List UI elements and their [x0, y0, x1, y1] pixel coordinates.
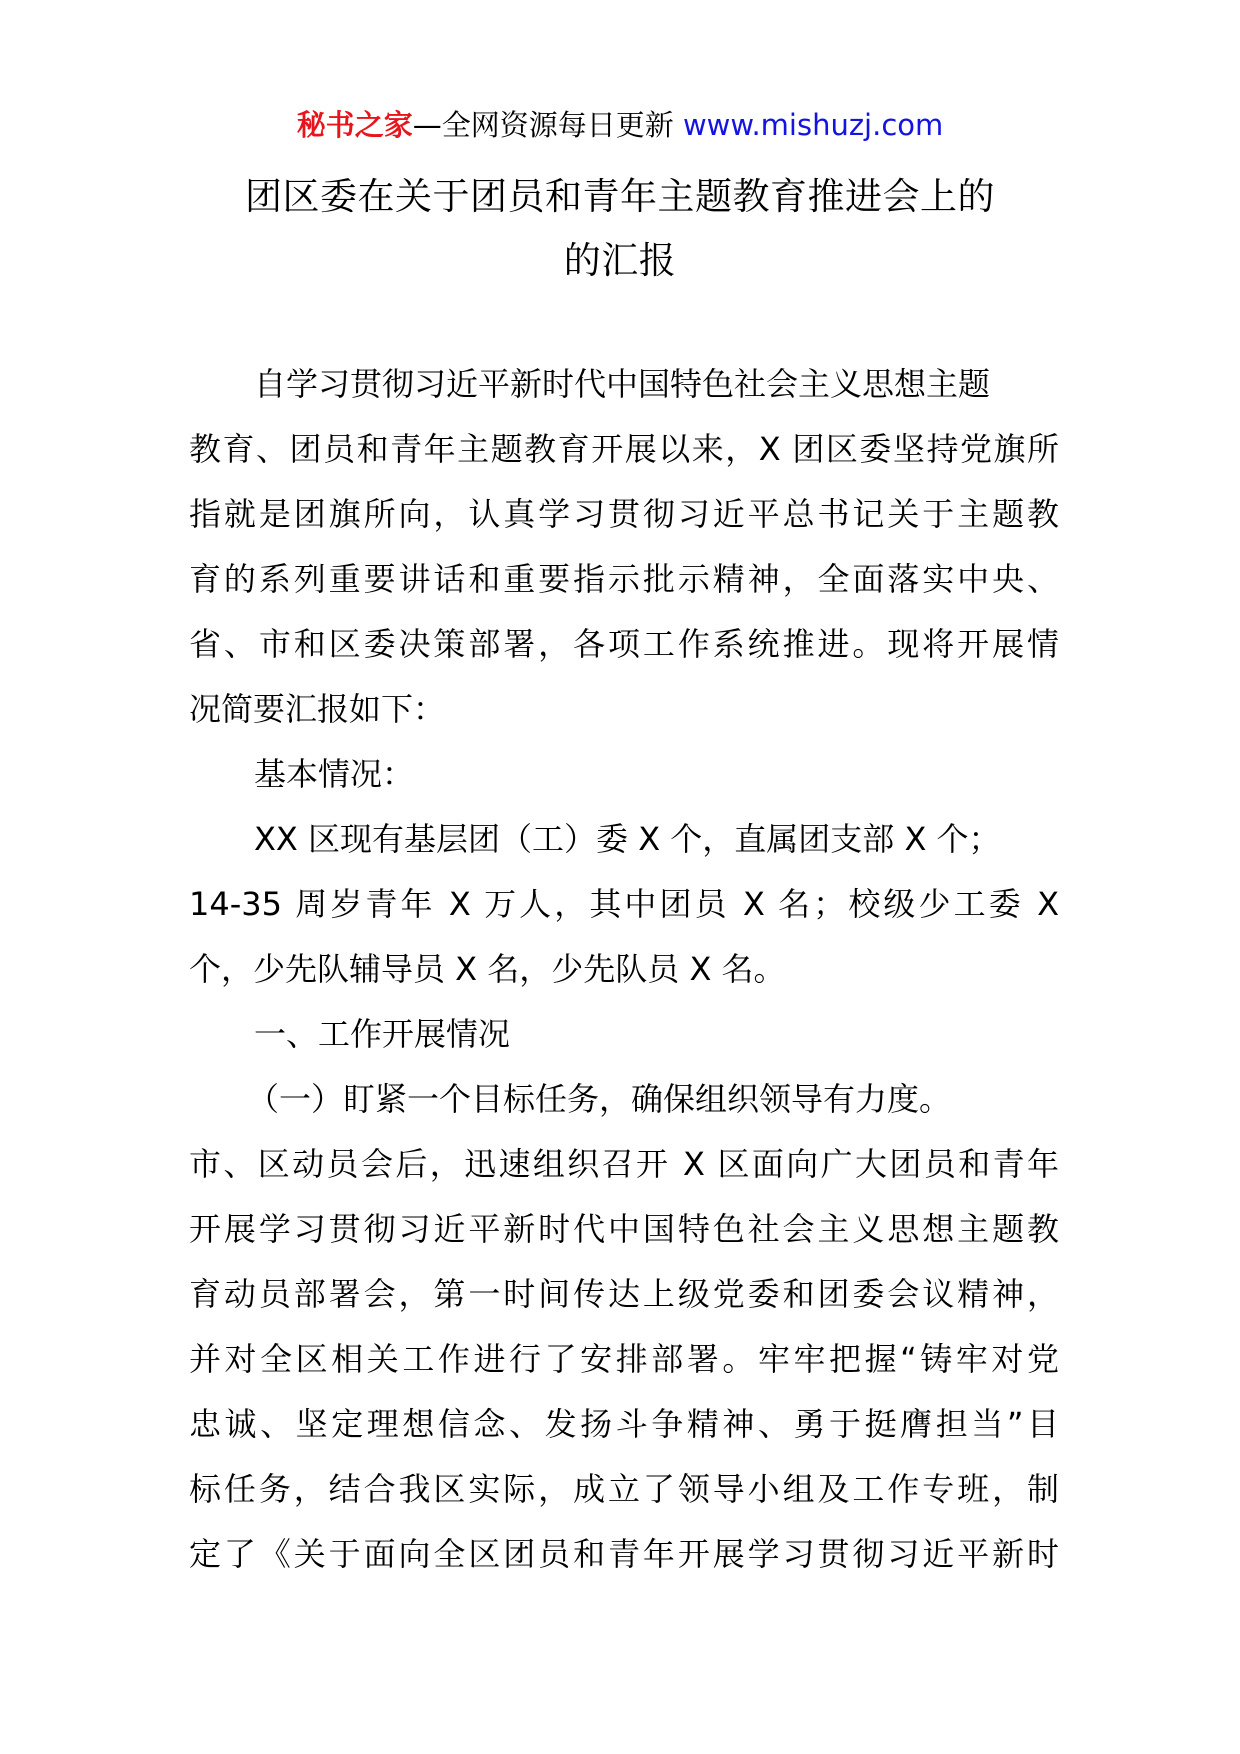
body-line: 省、市和区委决策部署，各项工作系统推进。现将开展情 — [189, 625, 1059, 663]
body-line: 指就是团旗所向，认真学习贯彻习近平总书记关于主题教 — [189, 495, 1059, 533]
site-url[interactable]: www.mishuzj.com — [682, 108, 944, 142]
site-header — [0, 104, 1240, 146]
section-heading-basic: 基本情况： — [254, 755, 415, 793]
body-line: 市、区动员会后，迅速组织召开 X 区面向广大团员和青年 — [189, 1145, 1059, 1183]
body-line: 开展学习贯彻习近平新时代中国特色社会主义思想主题教 — [189, 1210, 1059, 1248]
subsection-heading-1: （一）盯紧一个目标任务，确保组织领导有力度。 — [247, 1080, 952, 1118]
body-line: 自学习贯彻习近平新时代中国特色社会主义思想主题 — [254, 365, 991, 403]
body-line: 况简要汇报如下： — [189, 690, 446, 728]
body-line: XX 区现有基层团（工）委 X 个，直属团支部 X 个； — [254, 820, 1001, 858]
body-line: 14-35 周岁青年 X 万人，其中团员 X 名；校级少工委 X — [189, 885, 1059, 923]
document-body — [189, 352, 1059, 1587]
document-title — [0, 165, 1240, 293]
body-line: 育的系列重要讲话和重要指示批示精神，全面落实中央、 — [189, 560, 1059, 598]
site-tagline: —全网资源每日更新 — [412, 108, 674, 142]
section-heading-1: 一、工作开展情况 — [254, 1015, 511, 1053]
body-line: 育动员部署会，第一时间传达上级党委和团委会议精神， — [189, 1275, 1059, 1313]
title-line-2: 的汇报 — [563, 239, 677, 282]
body-line: 标任务，结合我区实际，成立了领导小组及工作专班，制 — [189, 1470, 1059, 1508]
body-line: 教育、团员和青年主题教育开展以来，X 团区委坚持党旗所 — [189, 430, 1059, 468]
body-line: 定了《关于面向全区团员和青年开展学习贯彻习近平新时 — [189, 1535, 1059, 1573]
site-name: 秘书之家 — [296, 108, 413, 142]
body-line: 并对全区相关工作进行了安排部署。牢牢把握“铸牢对党 — [189, 1340, 1059, 1378]
body-line: 个，少先队辅导员 X 名，少先队员 X 名。 — [189, 950, 786, 988]
title-line-1: 团区委在关于团员和青年主题教育推进会上的 — [245, 175, 995, 218]
body-line: 忠诚、坚定理想信念、发扬斗争精神、勇于挺膺担当”目 — [189, 1405, 1059, 1443]
